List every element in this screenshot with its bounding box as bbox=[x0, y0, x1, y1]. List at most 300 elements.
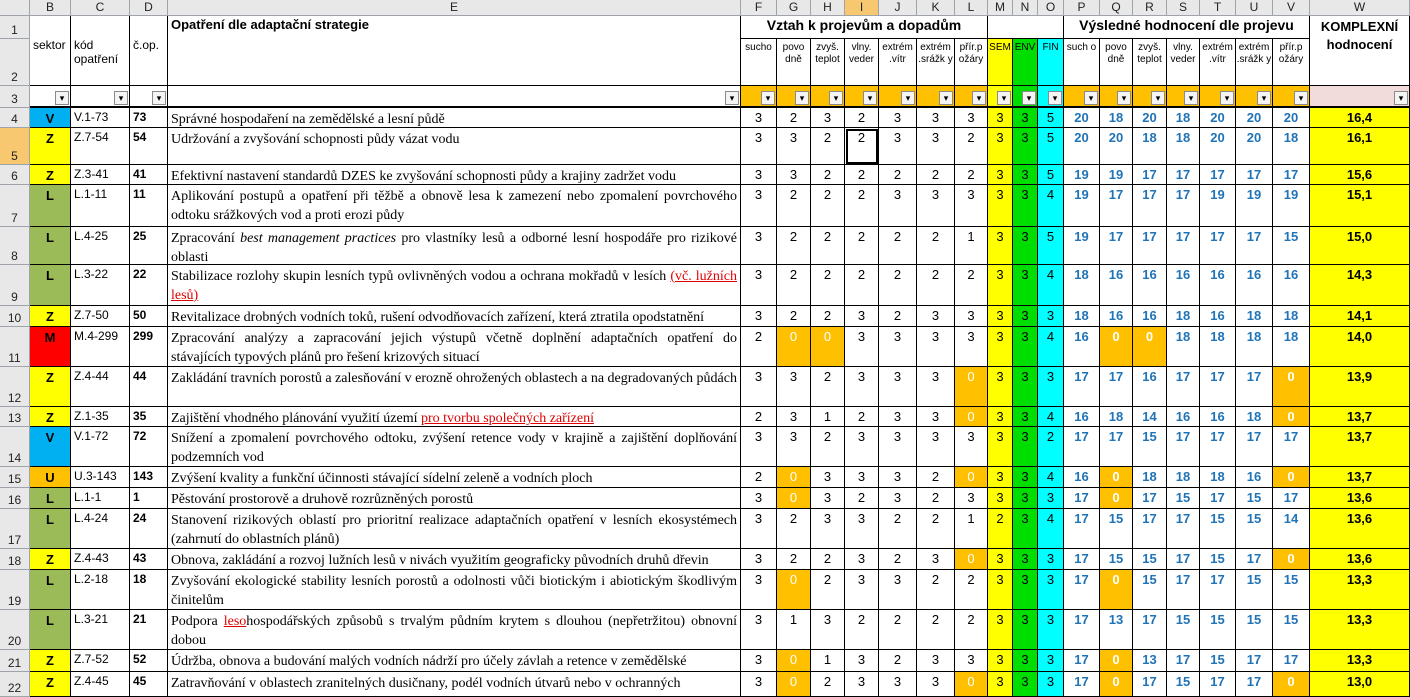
env-value: 3 bbox=[1013, 650, 1038, 672]
filter-cell bbox=[168, 86, 741, 108]
impact-value: 2 bbox=[879, 227, 917, 265]
result-value: 19 bbox=[1064, 185, 1100, 227]
complex-rating-header: KOMPLEXNÍ hodnocení bbox=[1310, 16, 1410, 86]
result-value: 20 bbox=[1273, 108, 1310, 128]
column-header-d[interactable]: D bbox=[130, 0, 168, 16]
filter-dropdown-icon[interactable]: ▾ bbox=[152, 91, 166, 105]
impact-subheader: přír.p ožáry bbox=[955, 39, 988, 86]
result-value: 16 bbox=[1200, 306, 1236, 327]
measure-text-italic: best management practices bbox=[240, 231, 397, 246]
kod-header: kód opatření bbox=[71, 16, 130, 86]
result-value: 18 bbox=[1100, 108, 1133, 128]
column-header-g[interactable]: G bbox=[777, 0, 811, 16]
sem-value: 3 bbox=[988, 165, 1013, 185]
measure-text bbox=[168, 265, 741, 306]
sector-badge: L bbox=[30, 509, 71, 549]
fin-value: 4 bbox=[1038, 327, 1064, 367]
filter-dropdown-icon[interactable]: ▾ bbox=[1257, 91, 1271, 105]
impact-value: 2 bbox=[845, 185, 879, 227]
result-value: 19 bbox=[1064, 165, 1100, 185]
impact-value: 2 bbox=[917, 488, 955, 509]
measure-number: 72 bbox=[130, 427, 168, 467]
complex-rating-value: 13,9 bbox=[1310, 367, 1410, 407]
result-value: 15 bbox=[1236, 570, 1273, 610]
sem-value: 3 bbox=[988, 128, 1013, 165]
filter-dropdown-icon[interactable]: ▾ bbox=[1151, 91, 1165, 105]
result-value: 17 bbox=[1064, 367, 1100, 407]
result-value: 16 bbox=[1167, 407, 1200, 427]
filter-dropdown-icon[interactable]: ▾ bbox=[1084, 91, 1098, 105]
filter-dropdown-icon[interactable]: ▾ bbox=[1117, 91, 1131, 105]
filter-dropdown-icon[interactable]: ▾ bbox=[1294, 91, 1308, 105]
result-value: 17 bbox=[1133, 165, 1167, 185]
result-value: 17 bbox=[1167, 549, 1200, 570]
result-value: 17 bbox=[1273, 488, 1310, 509]
measure-code: Z.4-45 bbox=[71, 672, 130, 697]
impact-value: 3 bbox=[955, 306, 988, 327]
measure-text-part: Zatravňování v oblastech zranitelných dusičnany, podél vodních útvarů nebo v ochranných bbox=[171, 676, 681, 691]
result-value: 16 bbox=[1064, 467, 1100, 488]
impact-value: 3 bbox=[741, 185, 777, 227]
env-value: 3 bbox=[1013, 108, 1038, 128]
complex-rating-value: 13,6 bbox=[1310, 549, 1410, 570]
impact-value: 2 bbox=[777, 509, 811, 549]
impact-value: 2 bbox=[879, 265, 917, 306]
result-value: 17 bbox=[1273, 165, 1310, 185]
impact-subheader: sucho bbox=[741, 39, 777, 86]
complex-rating-value: 14,1 bbox=[1310, 306, 1410, 327]
impact-value: 2 bbox=[741, 407, 777, 427]
filter-dropdown-icon[interactable]: ▾ bbox=[1184, 91, 1198, 105]
column-header-s[interactable]: S bbox=[1167, 0, 1200, 16]
column-header-l[interactable]: L bbox=[955, 0, 988, 16]
impact-value: 2 bbox=[741, 327, 777, 367]
impact-value: 3 bbox=[845, 650, 879, 672]
select-all-corner[interactable] bbox=[0, 0, 30, 16]
fin-value: 3 bbox=[1038, 570, 1064, 610]
result-value: 15 bbox=[1133, 549, 1167, 570]
row-header-22[interactable]: 22 bbox=[0, 672, 30, 697]
sector-badge: L bbox=[30, 227, 71, 265]
impact-value: 0 bbox=[777, 650, 811, 672]
result-value: 0 bbox=[1133, 327, 1167, 367]
impact-value: 3 bbox=[811, 610, 845, 650]
column-header-u[interactable]: U bbox=[1236, 0, 1273, 16]
filter-cell bbox=[130, 86, 168, 108]
complex-rating-value: 16,4 bbox=[1310, 108, 1410, 128]
result-value: 15 bbox=[1100, 509, 1133, 549]
measure-number: 299 bbox=[130, 327, 168, 367]
measure-code: L.3-22 bbox=[71, 265, 130, 306]
impact-subheader: vlny. veder bbox=[845, 39, 879, 86]
result-value: 0 bbox=[1273, 367, 1310, 407]
row-header-3[interactable]: 3 bbox=[0, 86, 30, 108]
result-value: 18 bbox=[1100, 407, 1133, 427]
result-value: 17 bbox=[1133, 227, 1167, 265]
measure-text-part: Podpora bbox=[171, 614, 224, 629]
env-header: ENV bbox=[1013, 39, 1038, 86]
result-value: 17 bbox=[1200, 165, 1236, 185]
filter-dropdown-icon[interactable]: ▾ bbox=[972, 91, 986, 105]
column-header-j[interactable]: J bbox=[879, 0, 917, 16]
fin-value: 3 bbox=[1038, 367, 1064, 407]
complex-rating-value: 13,3 bbox=[1310, 610, 1410, 650]
impact-value: 3 bbox=[845, 672, 879, 697]
row-header-9[interactable]: 9 bbox=[0, 265, 30, 306]
sector-badge: Z bbox=[30, 165, 71, 185]
column-header-q[interactable]: Q bbox=[1100, 0, 1133, 16]
impact-value: 2 bbox=[917, 509, 955, 549]
result-value: 17 bbox=[1236, 165, 1273, 185]
sem-value: 3 bbox=[988, 306, 1013, 327]
impact-value: 2 bbox=[777, 185, 811, 227]
measure-text bbox=[168, 306, 741, 327]
measure-code: U.3-143 bbox=[71, 467, 130, 488]
impact-value: 1 bbox=[955, 227, 988, 265]
env-value: 3 bbox=[1013, 306, 1038, 327]
measure-text bbox=[168, 128, 741, 165]
impact-value: 3 bbox=[811, 509, 845, 549]
impact-value: 2 bbox=[879, 549, 917, 570]
result-value: 16 bbox=[1200, 265, 1236, 306]
result-value: 18 bbox=[1133, 128, 1167, 165]
result-value: 18 bbox=[1133, 467, 1167, 488]
result-value: 17 bbox=[1200, 427, 1236, 467]
row-header-19[interactable]: 19 bbox=[0, 570, 30, 610]
impact-value: 3 bbox=[955, 327, 988, 367]
impact-value: 3 bbox=[845, 367, 879, 407]
complex-rating-value: 13,7 bbox=[1310, 427, 1410, 467]
sector-badge: L bbox=[30, 570, 71, 610]
measure-code: L.3-21 bbox=[71, 610, 130, 650]
impact-value: 2 bbox=[917, 265, 955, 306]
result-value: 18 bbox=[1064, 265, 1100, 306]
result-value: 20 bbox=[1133, 108, 1167, 128]
row-header-10[interactable]: 10 bbox=[0, 306, 30, 327]
result-value: 16 bbox=[1133, 367, 1167, 407]
impact-value: 0 bbox=[777, 488, 811, 509]
filter-dropdown-icon[interactable]: ▾ bbox=[725, 91, 739, 105]
column-header-o[interactable]: O bbox=[1038, 0, 1064, 16]
column-header-f[interactable]: F bbox=[741, 0, 777, 16]
result-value: 17 bbox=[1236, 672, 1273, 697]
measure-text-part: Zpracování bbox=[171, 231, 241, 246]
result-value: 0 bbox=[1273, 407, 1310, 427]
result-value: 14 bbox=[1273, 509, 1310, 549]
fin-value: 3 bbox=[1038, 650, 1064, 672]
measure-text-part: Stabilizace rozlohy skupin lesních typů ovlivněných vodou a ochrana mokřadů v lesích bbox=[171, 269, 671, 284]
result-value: 18 bbox=[1064, 306, 1100, 327]
measure-code: Z.7-54 bbox=[71, 128, 130, 165]
result-subheader: extrém .vítr bbox=[1200, 39, 1236, 86]
impact-value: 3 bbox=[917, 549, 955, 570]
row-header-6[interactable]: 6 bbox=[0, 165, 30, 185]
result-value: 17 bbox=[1200, 488, 1236, 509]
column-header-t[interactable]: T bbox=[1200, 0, 1236, 16]
impact-value: 3 bbox=[917, 306, 955, 327]
result-value: 17 bbox=[1100, 227, 1133, 265]
impact-value: 3 bbox=[741, 549, 777, 570]
measure-number: 54 bbox=[130, 128, 168, 165]
result-value: 0 bbox=[1100, 570, 1133, 610]
row-header-2[interactable]: 2 bbox=[0, 39, 30, 86]
complex-rating-value: 13,3 bbox=[1310, 570, 1410, 610]
impact-value: 2 bbox=[845, 165, 879, 185]
result-value: 18 bbox=[1167, 128, 1200, 165]
impact-value: 2 bbox=[879, 306, 917, 327]
impact-value: 2 bbox=[955, 570, 988, 610]
filter-dropdown-icon[interactable]: ▾ bbox=[863, 91, 877, 105]
result-value: 15 bbox=[1236, 610, 1273, 650]
env-value: 3 bbox=[1013, 407, 1038, 427]
result-value: 17 bbox=[1236, 427, 1273, 467]
row-header-4[interactable]: 4 bbox=[0, 108, 30, 128]
impact-value: 2 bbox=[811, 227, 845, 265]
result-value: 17 bbox=[1167, 227, 1200, 265]
sem-value: 3 bbox=[988, 672, 1013, 697]
measure-text bbox=[168, 672, 741, 697]
sem-value: 3 bbox=[988, 467, 1013, 488]
result-value: 20 bbox=[1064, 128, 1100, 165]
filter-dropdown-icon[interactable]: ▾ bbox=[901, 91, 915, 105]
result-value: 17 bbox=[1133, 610, 1167, 650]
impact-value: 3 bbox=[955, 650, 988, 672]
result-value: 16 bbox=[1236, 265, 1273, 306]
filter-cell bbox=[1236, 86, 1273, 108]
filter-dropdown-icon[interactable]: ▾ bbox=[939, 91, 953, 105]
sector-badge: Z bbox=[30, 367, 71, 407]
sem-value: 3 bbox=[988, 650, 1013, 672]
result-value: 18 bbox=[1200, 467, 1236, 488]
row-header-16[interactable]: 16 bbox=[0, 488, 30, 509]
impact-value: 3 bbox=[879, 467, 917, 488]
filter-dropdown-icon[interactable]: ▾ bbox=[1048, 91, 1062, 105]
measure-text bbox=[168, 185, 741, 227]
filter-dropdown-icon[interactable]: ▾ bbox=[55, 91, 69, 105]
measure-text-part: Aplikování postupů a opatření při těžbě a obnově lesa k zamezení nebo zpomalení povrchového odtoku srážkových vod a proti erozi půdy bbox=[171, 189, 737, 223]
sem-value: 3 bbox=[988, 570, 1013, 610]
impact-value: 3 bbox=[917, 367, 955, 407]
filter-cell bbox=[1038, 86, 1064, 108]
result-value: 17 bbox=[1064, 509, 1100, 549]
measure-number: 43 bbox=[130, 549, 168, 570]
filter-dropdown-icon[interactable]: ▾ bbox=[829, 91, 843, 105]
result-value: 0 bbox=[1100, 650, 1133, 672]
result-value: 19 bbox=[1064, 227, 1100, 265]
sem-value: 3 bbox=[988, 227, 1013, 265]
impact-value: 1 bbox=[811, 407, 845, 427]
row-header-18[interactable]: 18 bbox=[0, 549, 30, 570]
row-header-12[interactable]: 12 bbox=[0, 367, 30, 407]
result-value: 17 bbox=[1236, 367, 1273, 407]
filter-cell bbox=[777, 86, 811, 108]
result-subheader: zvyš. teplot bbox=[1133, 39, 1167, 86]
complex-rating-value: 13,3 bbox=[1310, 650, 1410, 672]
measure-code: M.4-299 bbox=[71, 327, 130, 367]
row-header-7[interactable]: 7 bbox=[0, 185, 30, 227]
impact-value: 3 bbox=[955, 108, 988, 128]
impact-value: 3 bbox=[845, 306, 879, 327]
result-value: 17 bbox=[1064, 427, 1100, 467]
row-header-21[interactable]: 21 bbox=[0, 650, 30, 672]
complex-rating-value: 13,7 bbox=[1310, 407, 1410, 427]
impact-value: 3 bbox=[845, 549, 879, 570]
filter-cell bbox=[1200, 86, 1236, 108]
impact-value: 3 bbox=[845, 467, 879, 488]
column-header-r[interactable]: R bbox=[1133, 0, 1167, 16]
filter-dropdown-icon[interactable]: ▾ bbox=[1220, 91, 1234, 105]
result-value: 17 bbox=[1133, 185, 1167, 227]
impact-subheader: extrém .srážk y bbox=[917, 39, 955, 86]
column-header-n[interactable]: N bbox=[1013, 0, 1038, 16]
complex-rating-value: 13,6 bbox=[1310, 509, 1410, 549]
result-value: 17 bbox=[1064, 610, 1100, 650]
result-value: 15 bbox=[1167, 672, 1200, 697]
fin-value: 3 bbox=[1038, 306, 1064, 327]
impact-value: 3 bbox=[879, 570, 917, 610]
filter-cell bbox=[1064, 86, 1100, 108]
filter-dropdown-icon[interactable]: ▾ bbox=[1022, 91, 1036, 105]
env-value: 3 bbox=[1013, 467, 1038, 488]
result-value: 14 bbox=[1133, 407, 1167, 427]
sector-badge: L bbox=[30, 265, 71, 306]
sector-badge: L bbox=[30, 488, 71, 509]
impact-value: 0 bbox=[777, 672, 811, 697]
column-header-i[interactable]: I bbox=[845, 0, 879, 16]
impact-value: 3 bbox=[741, 610, 777, 650]
impact-value: 2 bbox=[845, 108, 879, 128]
measure-header: Opatření dle adaptační strategie bbox=[168, 16, 741, 86]
row-header-1[interactable]: 1 bbox=[0, 16, 30, 39]
filter-dropdown-icon[interactable]: ▾ bbox=[1394, 91, 1408, 105]
result-value: 19 bbox=[1236, 185, 1273, 227]
measure-text bbox=[168, 165, 741, 185]
measure-number: 73 bbox=[130, 108, 168, 128]
fin-header: FIN bbox=[1038, 39, 1064, 86]
impact-value: 3 bbox=[917, 108, 955, 128]
measure-text-part: Snížení a zpomalení povrchového odtoku, zvýšení retence vody v krajině a zajištění doplňování podzemních vod bbox=[171, 431, 737, 465]
result-value: 17 bbox=[1200, 367, 1236, 407]
result-value: 17 bbox=[1236, 549, 1273, 570]
filter-dropdown-icon[interactable]: ▾ bbox=[997, 91, 1011, 105]
measure-number: 24 bbox=[130, 509, 168, 549]
impact-value: 0 bbox=[777, 327, 811, 367]
result-value: 15 bbox=[1167, 610, 1200, 650]
env-value: 3 bbox=[1013, 327, 1038, 367]
impact-subheader: povo dně bbox=[777, 39, 811, 86]
result-value: 17 bbox=[1167, 165, 1200, 185]
result-value: 17 bbox=[1100, 185, 1133, 227]
measure-text-part: hospodářských způsobů s trvalým půdním krytem s dlouhou (nepřetržitou) obnovní dobou bbox=[171, 614, 737, 648]
impact-value: 3 bbox=[741, 165, 777, 185]
result-value: 17 bbox=[1167, 650, 1200, 672]
measure-text bbox=[168, 108, 741, 128]
impact-value: 0 bbox=[955, 467, 988, 488]
result-value: 0 bbox=[1100, 672, 1133, 697]
result-value: 18 bbox=[1236, 407, 1273, 427]
row-header-11[interactable]: 11 bbox=[0, 327, 30, 367]
row-header-13[interactable]: 13 bbox=[0, 407, 30, 427]
result-value: 16 bbox=[1064, 327, 1100, 367]
impact-value: 3 bbox=[741, 427, 777, 467]
row-header-20[interactable]: 20 bbox=[0, 610, 30, 650]
impact-value: 2 bbox=[811, 165, 845, 185]
result-value: 13 bbox=[1133, 650, 1167, 672]
row-header-14[interactable]: 14 bbox=[0, 427, 30, 467]
sector-badge: V bbox=[30, 427, 71, 467]
column-header-p[interactable]: P bbox=[1064, 0, 1100, 16]
result-value: 0 bbox=[1273, 672, 1310, 697]
sector-badge: Z bbox=[30, 672, 71, 697]
column-header-e[interactable]: E bbox=[168, 0, 741, 16]
column-header-v[interactable]: V bbox=[1273, 0, 1310, 16]
result-value: 0 bbox=[1273, 467, 1310, 488]
complex-rating-value: 16,1 bbox=[1310, 128, 1410, 165]
fin-value: 4 bbox=[1038, 265, 1064, 306]
result-value: 0 bbox=[1273, 549, 1310, 570]
result-subheader: extrém .srážk y bbox=[1236, 39, 1273, 86]
impact-value: 2 bbox=[955, 265, 988, 306]
result-subheader: such o bbox=[1064, 39, 1100, 86]
env-value: 3 bbox=[1013, 672, 1038, 697]
result-value: 17 bbox=[1064, 672, 1100, 697]
impact-value: 3 bbox=[741, 509, 777, 549]
column-header-k[interactable]: K bbox=[917, 0, 955, 16]
row-header-8[interactable]: 8 bbox=[0, 227, 30, 265]
result-value: 17 bbox=[1236, 227, 1273, 265]
result-value: 17 bbox=[1200, 227, 1236, 265]
measure-text bbox=[168, 407, 741, 427]
impact-value: 3 bbox=[879, 108, 917, 128]
impact-value: 2 bbox=[845, 265, 879, 306]
measure-number: 45 bbox=[130, 672, 168, 697]
impact-value: 2 bbox=[811, 570, 845, 610]
impact-value: 2 bbox=[845, 610, 879, 650]
row-header-5[interactable]: 5 bbox=[0, 128, 30, 165]
column-header-b[interactable]: B bbox=[30, 0, 71, 16]
result-value: 17 bbox=[1064, 570, 1100, 610]
impact-value: 3 bbox=[741, 108, 777, 128]
impact-value: 2 bbox=[811, 265, 845, 306]
measure-number: 18 bbox=[130, 570, 168, 610]
result-value: 16 bbox=[1064, 407, 1100, 427]
filter-dropdown-icon[interactable]: ▾ bbox=[761, 91, 775, 105]
impact-value: 3 bbox=[879, 327, 917, 367]
impact-value: 3 bbox=[917, 427, 955, 467]
sem-value: 3 bbox=[988, 367, 1013, 407]
measure-number: 143 bbox=[130, 467, 168, 488]
impact-value: 3 bbox=[917, 128, 955, 165]
filter-dropdown-icon[interactable]: ▾ bbox=[795, 91, 809, 105]
row-header-17[interactable]: 17 bbox=[0, 509, 30, 549]
measure-text-part: Stanovení rizikových oblastí pro prioritní realizace adaptačních opatření v lesních ekosystémech (zahrnutí do oblastních plánů) bbox=[171, 513, 737, 547]
impact-value: 2 bbox=[879, 509, 917, 549]
measure-text-highlight: pro tvorbu společných zařízení bbox=[421, 411, 594, 426]
sector-badge: L bbox=[30, 185, 71, 227]
column-header-w[interactable]: W bbox=[1310, 0, 1410, 16]
column-header-h[interactable]: H bbox=[811, 0, 845, 16]
column-header-c[interactable]: C bbox=[71, 0, 130, 16]
result-value: 17 bbox=[1167, 427, 1200, 467]
impact-value: 3 bbox=[741, 672, 777, 697]
impact-value: 2 bbox=[917, 227, 955, 265]
row-header-15[interactable]: 15 bbox=[0, 467, 30, 488]
measure-number: 35 bbox=[130, 407, 168, 427]
filter-dropdown-icon[interactable]: ▾ bbox=[114, 91, 128, 105]
result-value: 17 bbox=[1133, 672, 1167, 697]
sector-badge: Z bbox=[30, 549, 71, 570]
column-header-m[interactable]: M bbox=[988, 0, 1013, 16]
